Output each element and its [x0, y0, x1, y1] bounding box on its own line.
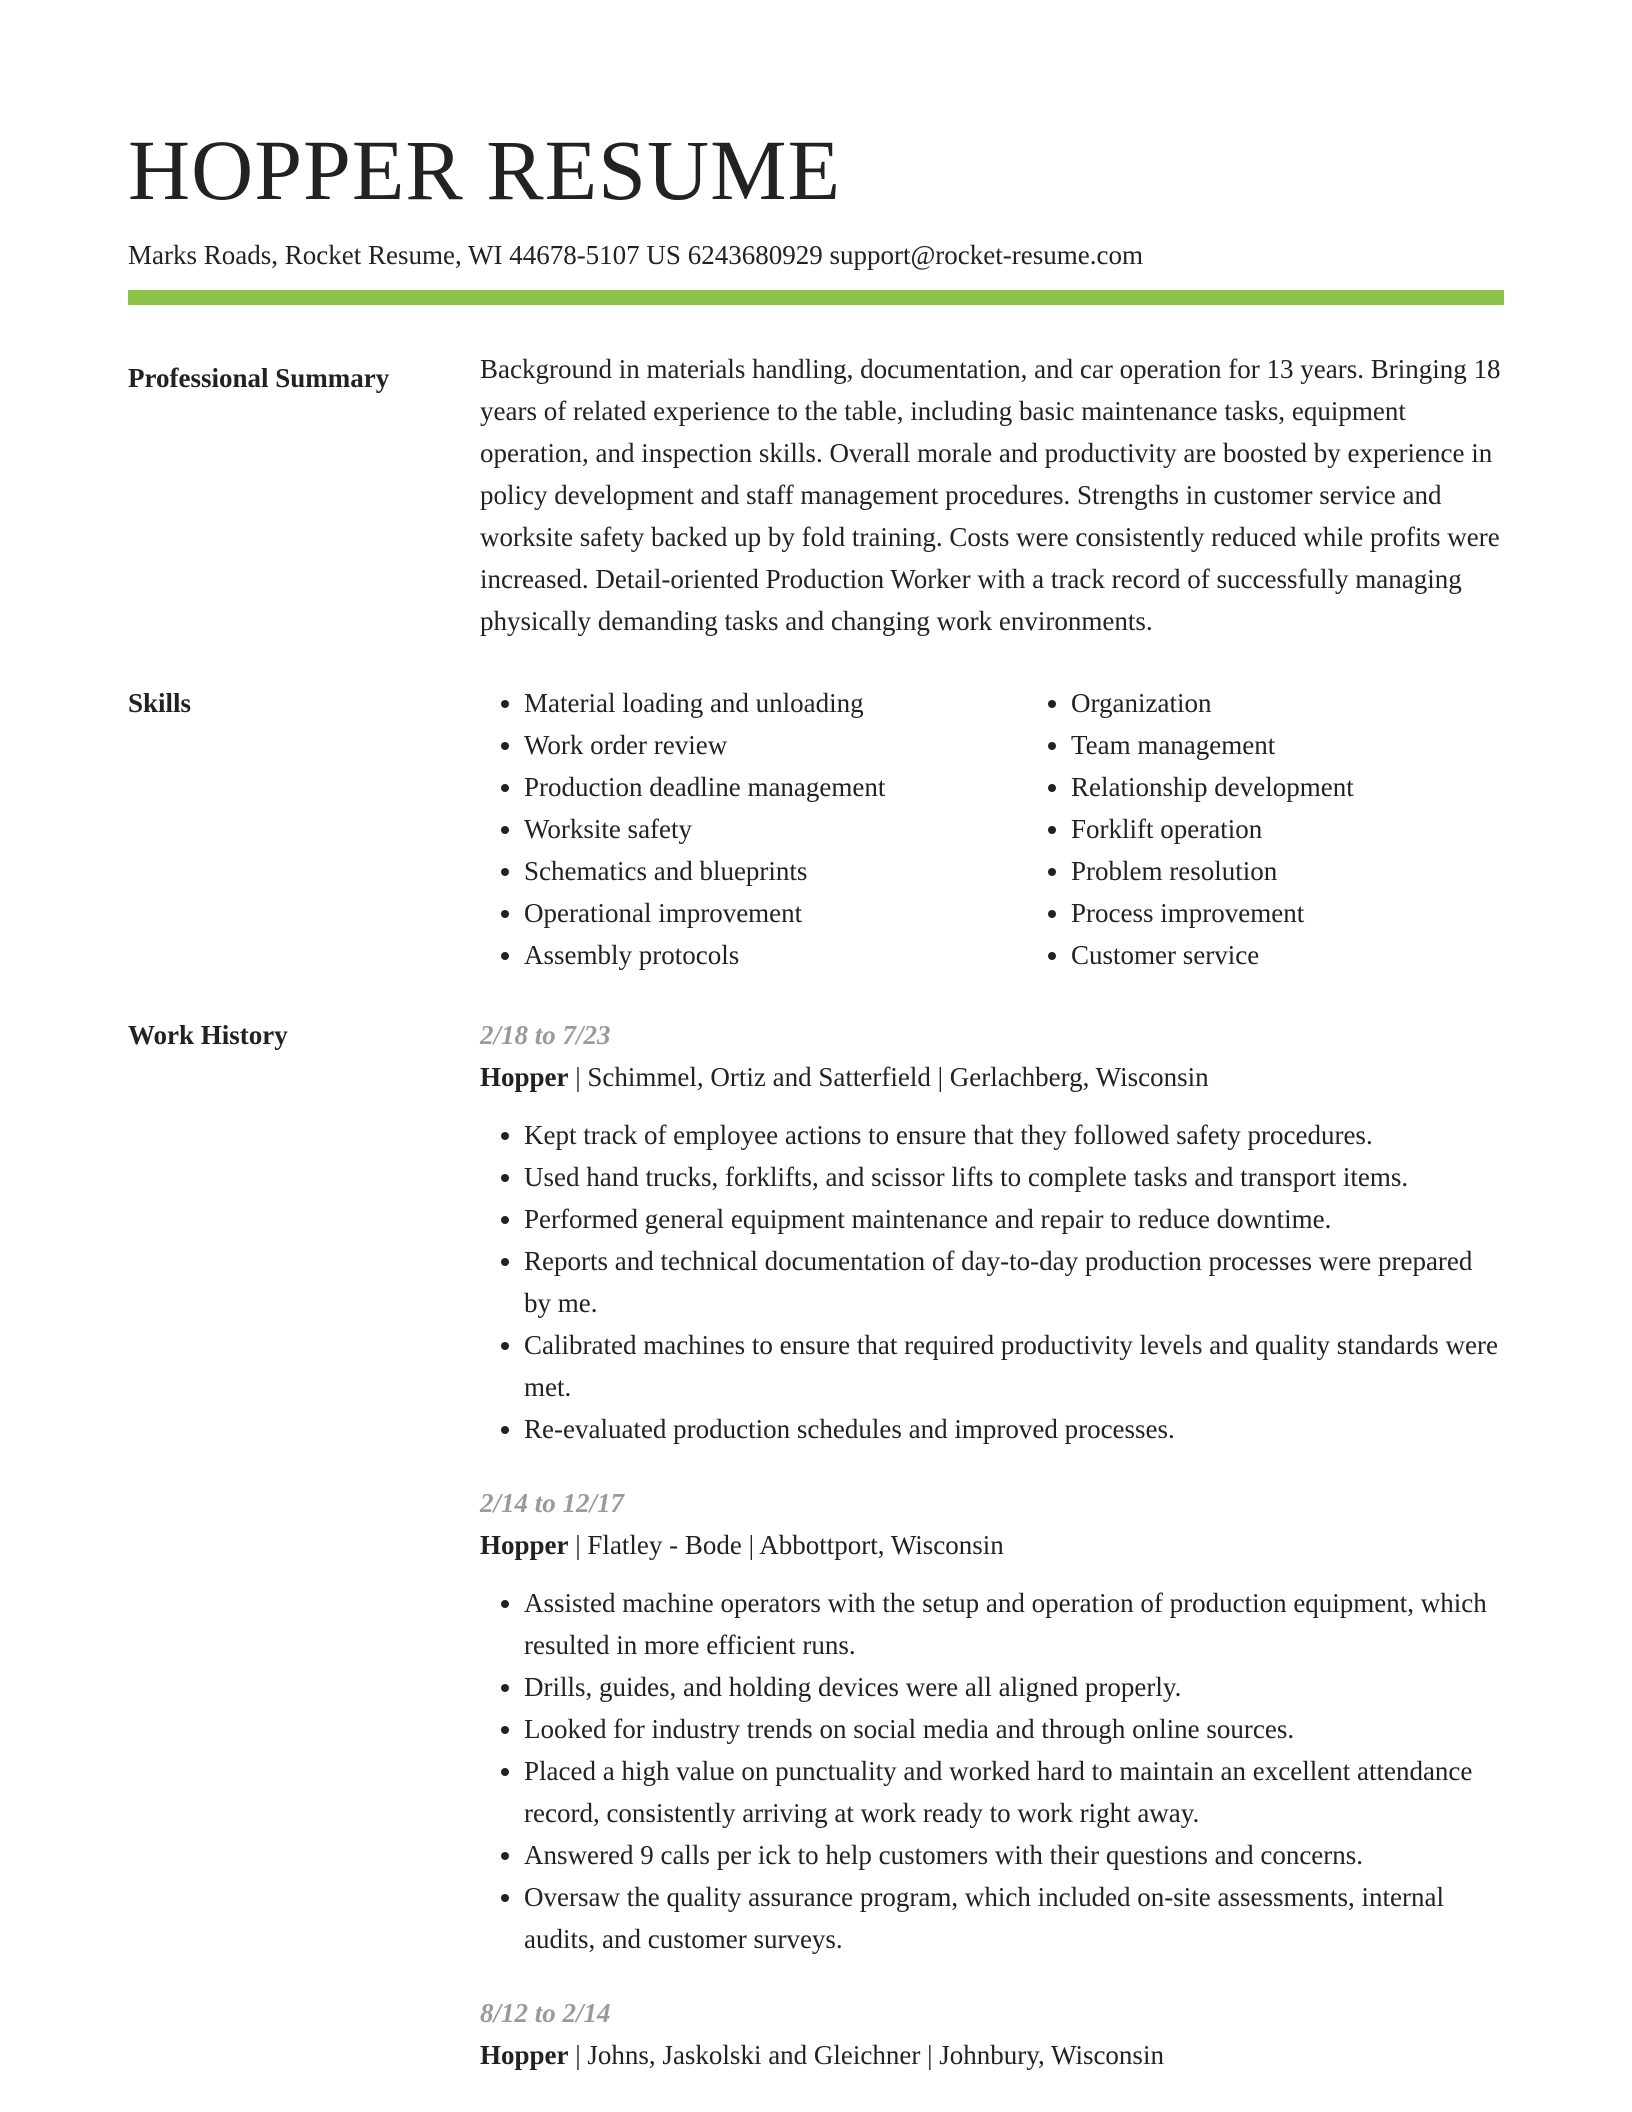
- skills-list-left: [480, 682, 1027, 976]
- job-bullet: • Performed general equipment maintenance and repair to reduce downtime.: [524, 1198, 1504, 1240]
- skill-item: • Problem resolution: [1071, 850, 1574, 892]
- summary-section: [128, 354, 1504, 642]
- job-bullet: • Assisted machine operators with the setup and operation of production equipment, which resulted in more efficient runs.: [524, 1582, 1504, 1666]
- skill-item: • Organization: [1071, 682, 1574, 724]
- job-bullet: • Calibrated machines to ensure that required productivity levels and quality standards were met.: [524, 1324, 1504, 1408]
- job-bullet: • Drills, guides, and holding devices were all aligned properly.: [524, 1666, 1504, 1708]
- job-bullet: • Answered 9 calls per ick to help customers with their questions and concerns.: [524, 1834, 1504, 1876]
- job-entry: [480, 1992, 1504, 2076]
- job-details: | Johns, Jaskolski and Gleichner | Johnbury, Wisconsin: [568, 2040, 1164, 2070]
- skill-item: • Schematics and blueprints: [524, 850, 1027, 892]
- work-history-heading: Work History: [128, 1020, 288, 1050]
- job-title: Hopper: [480, 1530, 569, 1560]
- skill-item: • Customer service: [1071, 934, 1574, 976]
- summary-heading: Professional Summary: [128, 363, 390, 393]
- work-history-section: [128, 1014, 1504, 2108]
- job-bullet-list: [480, 1114, 1504, 1450]
- skill-item: • Assembly protocols: [524, 934, 1027, 976]
- skill-item: • Team management: [1071, 724, 1574, 766]
- job-heading: [480, 1056, 1504, 1098]
- resume-title: HOPPER RESUME: [128, 122, 842, 218]
- job-bullet: • Kept track of employee actions to ensure that they followed safety procedures.: [524, 1114, 1504, 1156]
- job-dates: 2/14 to 12/17: [480, 1488, 625, 1518]
- job-heading: [480, 2034, 1504, 2076]
- job-dates: 8/12 to 2/14: [480, 1998, 611, 2028]
- job-bullet: • Re-evaluated production schedules and improved processes.: [524, 1408, 1504, 1450]
- job-bullet: • Oversaw the quality assurance program, which included on-site assessments, internal audits, and customer surveys.: [524, 1876, 1504, 1960]
- job-bullet: • Placed a high value on punctuality and worked hard to maintain an excellent attendance record, consistently arriving at work ready to work right away.: [524, 1750, 1504, 1834]
- skill-item: • Process improvement: [1071, 892, 1574, 934]
- job-bullet: • Looked for industry trends on social media and through online sources.: [524, 1708, 1504, 1750]
- summary-text: Background in materials handling, documentation, and car operation for 13 years. Bringing 18 years of related experience to the table, including basic maintenance tasks, equipment operation, and inspection skills. Overall morale and productivity are boosted by experience in policy development and staff management procedures. Strengths in customer service and worksite safety backed up by fold training. Costs were consistently reduced while profits were increased. Detail-oriented Production Worker with a track record of successfully managing physically demanding tasks and changing work environments.: [480, 354, 1501, 636]
- skill-item: • Material loading and unloading: [524, 682, 1027, 724]
- job-details: | Schimmel, Ortiz and Satterfield | Gerlachberg, Wisconsin: [568, 1062, 1209, 1092]
- accent-divider: [128, 290, 1504, 305]
- skill-item: • Forklift operation: [1071, 808, 1574, 850]
- job-title: Hopper: [480, 2040, 569, 2070]
- contact-line: Marks Roads, Rocket Resume, WI 44678-5107 US 6243680929 support@rocket-resume.com: [128, 240, 1143, 270]
- skills-section: [128, 682, 1504, 976]
- skill-item: • Production deadline management: [524, 766, 1027, 808]
- job-bullet: • Used hand trucks, forklifts, and scissor lifts to complete tasks and transport items.: [524, 1156, 1504, 1198]
- job-bullet: • Reports and technical documentation of day-to-day production processes were prepared by me.: [524, 1240, 1504, 1324]
- skill-item: • Worksite safety: [524, 808, 1027, 850]
- job-dates: 2/18 to 7/23: [480, 1020, 611, 1050]
- job-bullet-list: [480, 1582, 1504, 1960]
- skill-item: • Relationship development: [1071, 766, 1574, 808]
- skill-item: • Work order review: [524, 724, 1027, 766]
- job-details: | Flatley - Bode | Abbottport, Wisconsin: [568, 1530, 1004, 1560]
- skills-list-right: [1027, 682, 1574, 976]
- skills-heading: Skills: [128, 688, 192, 718]
- job-title: Hopper: [480, 1062, 569, 1092]
- job-entry: [480, 1482, 1504, 1960]
- job-entry: [480, 1014, 1504, 1450]
- job-heading: [480, 1524, 1504, 1566]
- skill-item: • Operational improvement: [524, 892, 1027, 934]
